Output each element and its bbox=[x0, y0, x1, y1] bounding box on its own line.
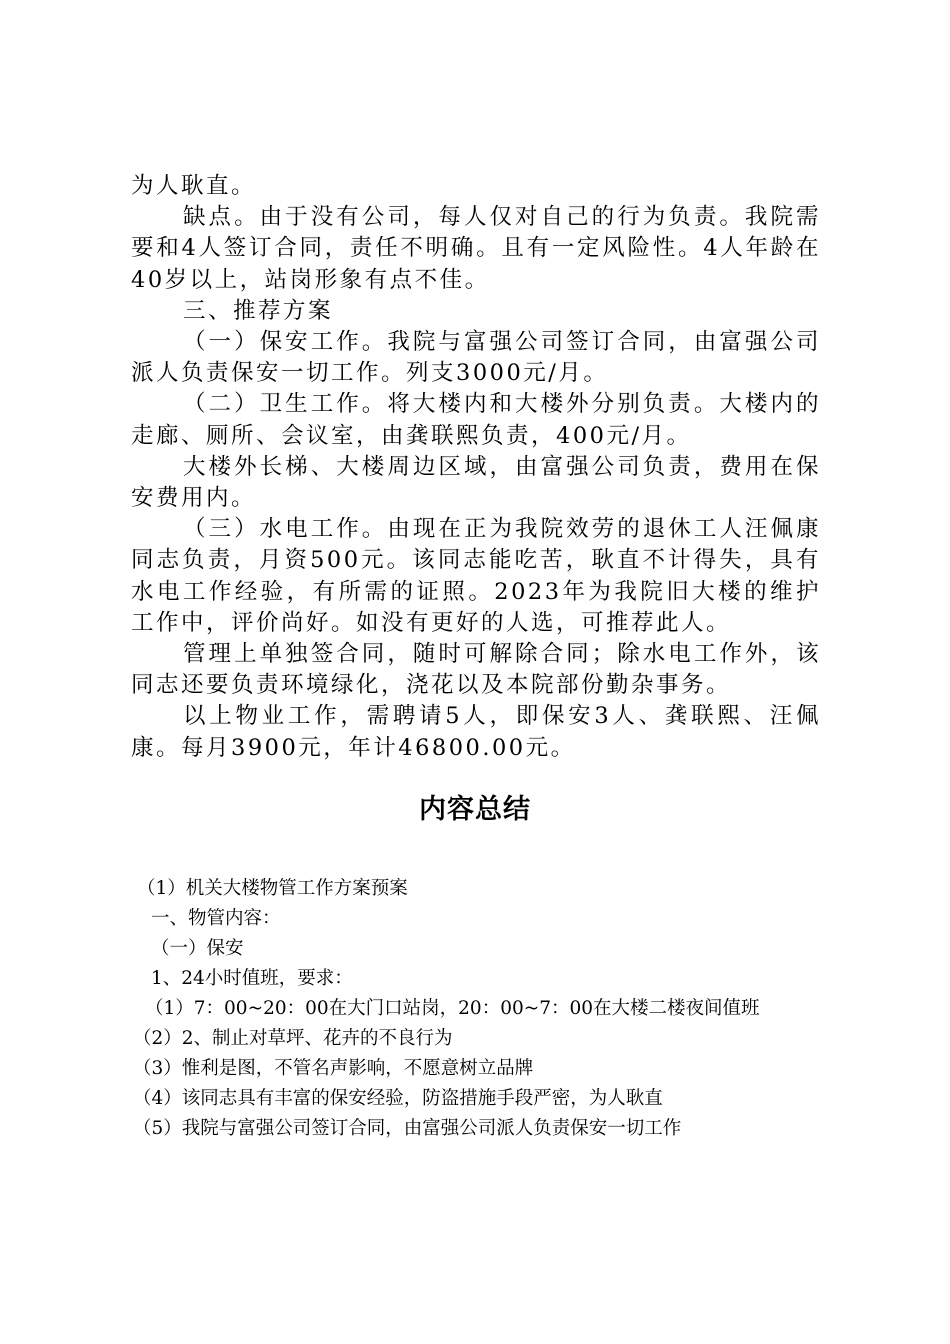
paragraph-0: 为人耿直。 bbox=[131, 173, 257, 199]
summary-line: （3）惟利是图，不管名声影响，不愿意树立品牌 bbox=[133, 1058, 534, 1079]
summary-line: （一）保安 bbox=[151, 938, 244, 959]
paragraph-4: （二）卫生工作。将大楼内和大楼外分别负责。大楼内的走廊、厕所、会议室，由龚联熙负责，400元/月。 bbox=[131, 391, 821, 449]
summary-line: 一、物管内容： bbox=[151, 908, 281, 929]
paragraph-2: 三、推荐方案 bbox=[183, 297, 334, 324]
paragraph-7: 管理上单独签合同，随时可解除合同；除水电工作外，该同志还要负责环境绿化，浇花以及本院部份勤杂事务。 bbox=[131, 641, 821, 699]
body-text bbox=[131, 171, 821, 764]
summary-line: 1、24小时值班，要求： bbox=[151, 968, 353, 989]
paragraph-5: 大楼外长梯、大楼周边区域，由富强公司负责，费用在保安费用内。 bbox=[131, 453, 821, 512]
summary-line: （1）机关大楼物管工作方案预案 bbox=[137, 878, 408, 899]
paragraph-8: 以上物业工作，需聘请5人，即保安3人、龚联熙、汪佩康。每月3900元，年计46800.00元。 bbox=[131, 703, 821, 761]
summary-title: 内容总结 bbox=[419, 794, 531, 825]
summary-line: （5）我院与富强公司签订合同，由富强公司派人负责保安一切工作 bbox=[133, 1118, 682, 1139]
paragraph-3: （一）保安工作。我院与富强公司签订合同，由富强公司派人负责保安一切工作。列支3000元/月。 bbox=[131, 329, 821, 387]
summary-line: （4）该同志具有丰富的保安经验，防盗措施手段严密，为人耿直 bbox=[133, 1088, 663, 1109]
paragraph-1: 缺点。由于没有公司，每人仅对自己的行为负责。我院需要和4人签订合同，责任不明确。且有一定风险性。4人年龄在40岁以上，站岗形象有点不佳。 bbox=[131, 204, 821, 293]
paragraph-6: （三）水电工作。由现在正为我院效劳的退休工人汪佩康同志负责，月资500元。该同志能吃苦，耿直不计得失，具有水电工作经验，有所需的证照。2023年为我院旧大楼的维护工作中，评价尚好。如没有更好的人选，可推荐此人。 bbox=[131, 516, 821, 636]
summary-line: （2）2、制止对草坪、花卉的不良行为 bbox=[133, 1028, 453, 1049]
summary-list bbox=[133, 874, 853, 1144]
summary-line: （1）7：00~20：00在大门口站岗，20：00~7：00在大楼二楼夜间值班 bbox=[145, 998, 760, 1019]
